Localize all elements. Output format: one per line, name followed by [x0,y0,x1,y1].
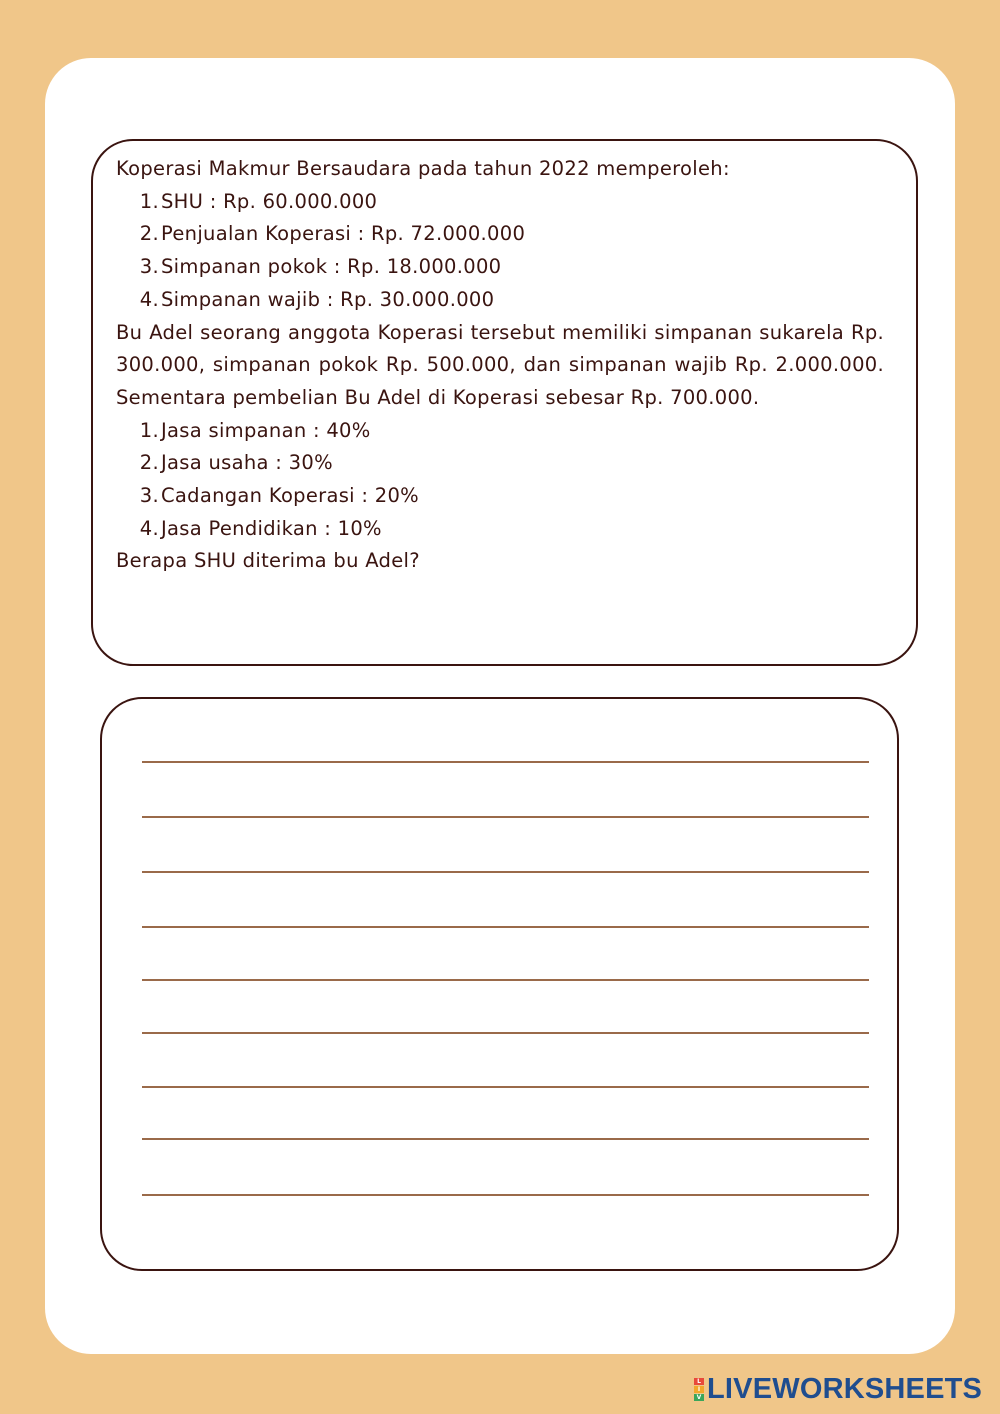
answer-line[interactable] [142,1086,869,1088]
list-item: 3. Cadangan Koperasi : 20% [139,484,420,508]
list-item: 3. Simpanan pokok : Rp. 18.000.000 [139,255,502,279]
answer-line[interactable] [142,761,869,763]
question-intro: Koperasi Makmur Bersaudara pada tahun 2022 memperoleh: [116,157,730,180]
list-item: 4. Jasa Pendidikan : 10% [139,516,382,540]
data-list [116,186,884,317]
list-item: 1. SHU : Rp. 60.000.000 [139,189,378,213]
question-text [116,153,884,578]
answer-line[interactable] [142,1138,869,1140]
answer-line[interactable] [142,1194,869,1196]
answer-box[interactable] [100,697,899,1271]
list-item: 2. Penjualan Koperasi : Rp. 72.000.000 [139,222,526,246]
answer-line[interactable] [142,871,869,873]
liveworksheets-logo[interactable] [694,1372,983,1405]
answer-line[interactable] [142,979,869,981]
list-item: 1. Jasa simpanan : 40% [139,418,371,442]
answer-line[interactable] [142,1032,869,1034]
allocation-list [116,415,884,546]
logo-text: LIVEWORKSHEETS [707,1372,983,1405]
logo-mark-icon: L I V [694,1377,704,1401]
answer-line[interactable] [142,816,869,818]
question-closing: Berapa SHU diterima bu Adel? [116,549,420,573]
question-paragraph: Bu Adel seorang anggota Koperasi tersebut memiliki simpanan sukarela Rp. 300.000, simpanan pokok Rp. 500.000, dan simpanan wajib Rp. 2.000.000. Sementara pembelian Bu Adel di Koperasi sebesar Rp. 700.000. [116,320,884,409]
answer-line[interactable] [142,926,869,928]
list-item: 4. Simpanan wajib : Rp. 30.000.000 [139,287,495,311]
list-item: 2. Jasa usaha : 30% [139,451,333,475]
